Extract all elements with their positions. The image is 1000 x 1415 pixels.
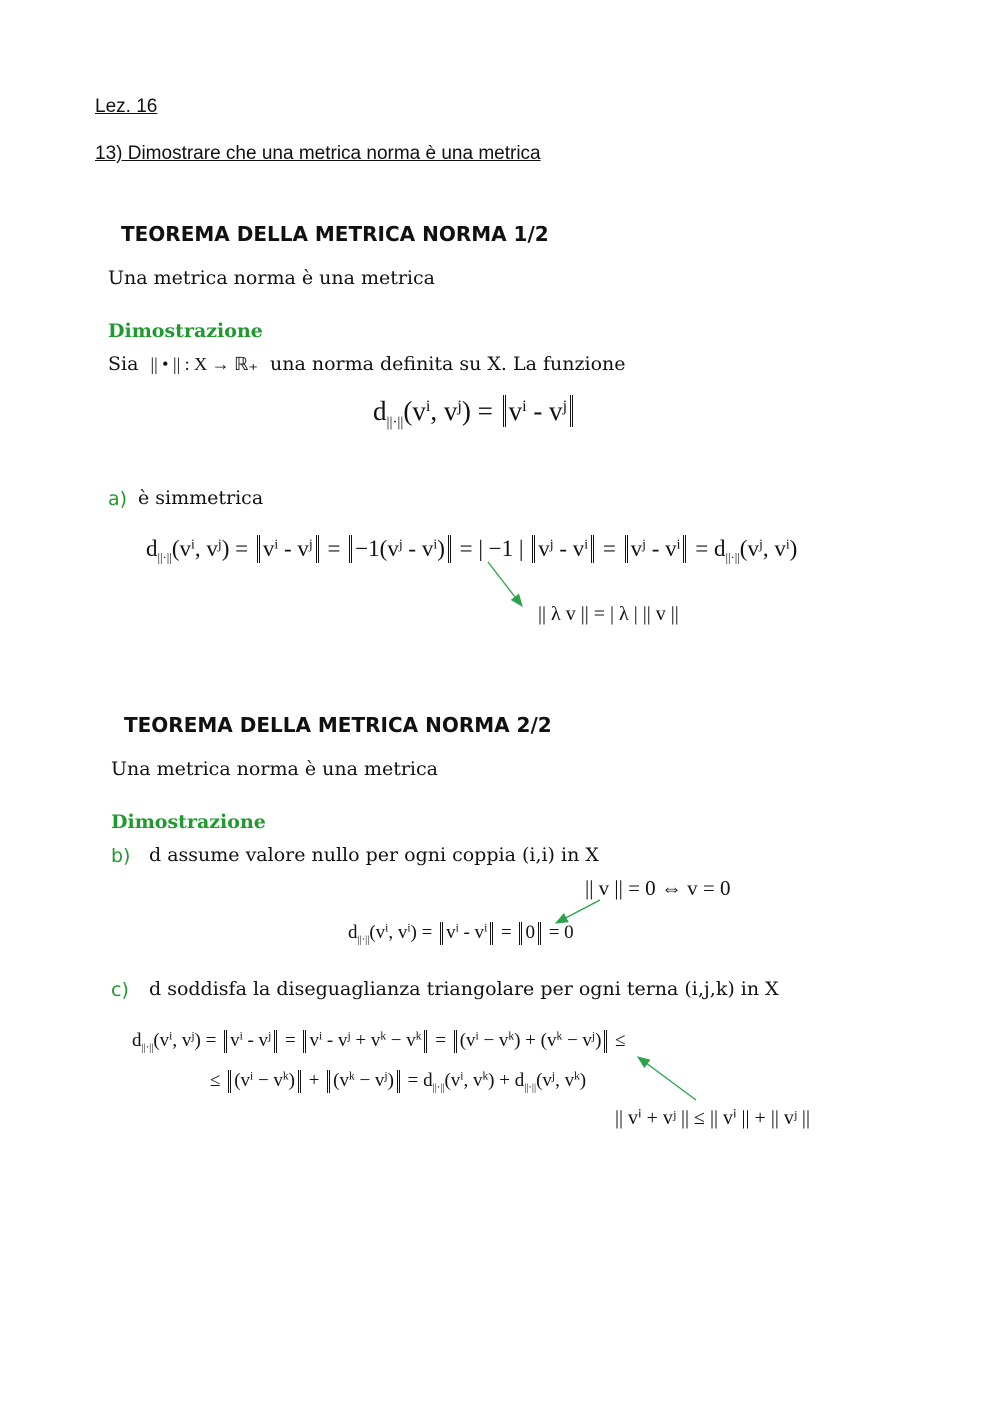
intro-prefix: Sia — [108, 353, 139, 375]
item-c-label: c) — [111, 979, 129, 1001]
item-a-label: a) — [108, 488, 128, 510]
triangle-formula-line2: ≤ $(v^i - v^k) + (v^k - v^j) = d_{||\cdot||}(v^i$, $v^k) + d_{||\cdot||}(v^j$, $v^k$) — [210, 1070, 587, 1094]
norm-map-symbol: || • || : X → ℝ₊ — [150, 354, 258, 374]
symmetry-formula: $d_{||\cdot||}(v^i$, $v^j) = v^i - v^j = -1(v^j - v^i)$ = | −1 | $v^j - v^i = v^j - v^i = d_{||\cdot||}(v^j$, $v^i$) — [146, 536, 798, 565]
theorem1-title: TEOREMA DELLA METRICA NORMA 1/2 — [121, 222, 549, 246]
theorem1-statement: Una metrica norma è una metrica — [108, 267, 435, 289]
metric-definition-formula: $d_{||\cdot||}(v^i$, $v^j) = v^i - v^j$ — [373, 395, 576, 432]
note-zero-norm: || v || = 0 ⇔ v = 0 — [585, 876, 731, 900]
zero-distance-formula: $d_{||\cdot||}(v^i$, $v^i) = v^i - v^i = 0 = 0$ — [348, 922, 574, 946]
item-c-text: d soddisfa la diseguaglianza triangolare per ogni terna (i,j,k) in X — [149, 978, 779, 1000]
question-title: 13) Dimostrare che una metrica norma è una metrica — [95, 143, 541, 164]
theorem1-proof-label: Dimostrazione — [108, 320, 263, 342]
triangle-formula-line1: $d_{||\cdot||}(v^i$, $v^j) = v^i - v^j = v^i - v^j + v^k - v^k = (v^i - v^k) + (v^k - v^j)$ ≤ — [132, 1030, 626, 1054]
item-a-text: è simmetrica — [138, 487, 264, 509]
arrow-triangle — [638, 1057, 696, 1100]
arrow-zero-norm — [556, 900, 600, 923]
theorem2-proof-label: Dimostrazione — [111, 811, 266, 833]
theorem2-title: TEOREMA DELLA METRICA NORMA 2/2 — [124, 713, 552, 737]
note-triangle-inequality: || vⁱ + vʲ || ≤ || vⁱ || + || vʲ || — [615, 1107, 810, 1129]
theorem2-statement: Una metrica norma è una metrica — [111, 758, 438, 780]
arrow-homogeneity — [488, 562, 522, 606]
item-b-label: b) — [111, 845, 131, 867]
note-homogeneity: || λ v || = | λ | || v || — [538, 603, 679, 625]
intro-suffix: una norma definita su X. La funzione — [270, 353, 626, 375]
lesson-label: Lez. 16 — [95, 96, 158, 117]
item-b-text: d assume valore nullo per ogni coppia (i,i) in X — [149, 844, 599, 866]
